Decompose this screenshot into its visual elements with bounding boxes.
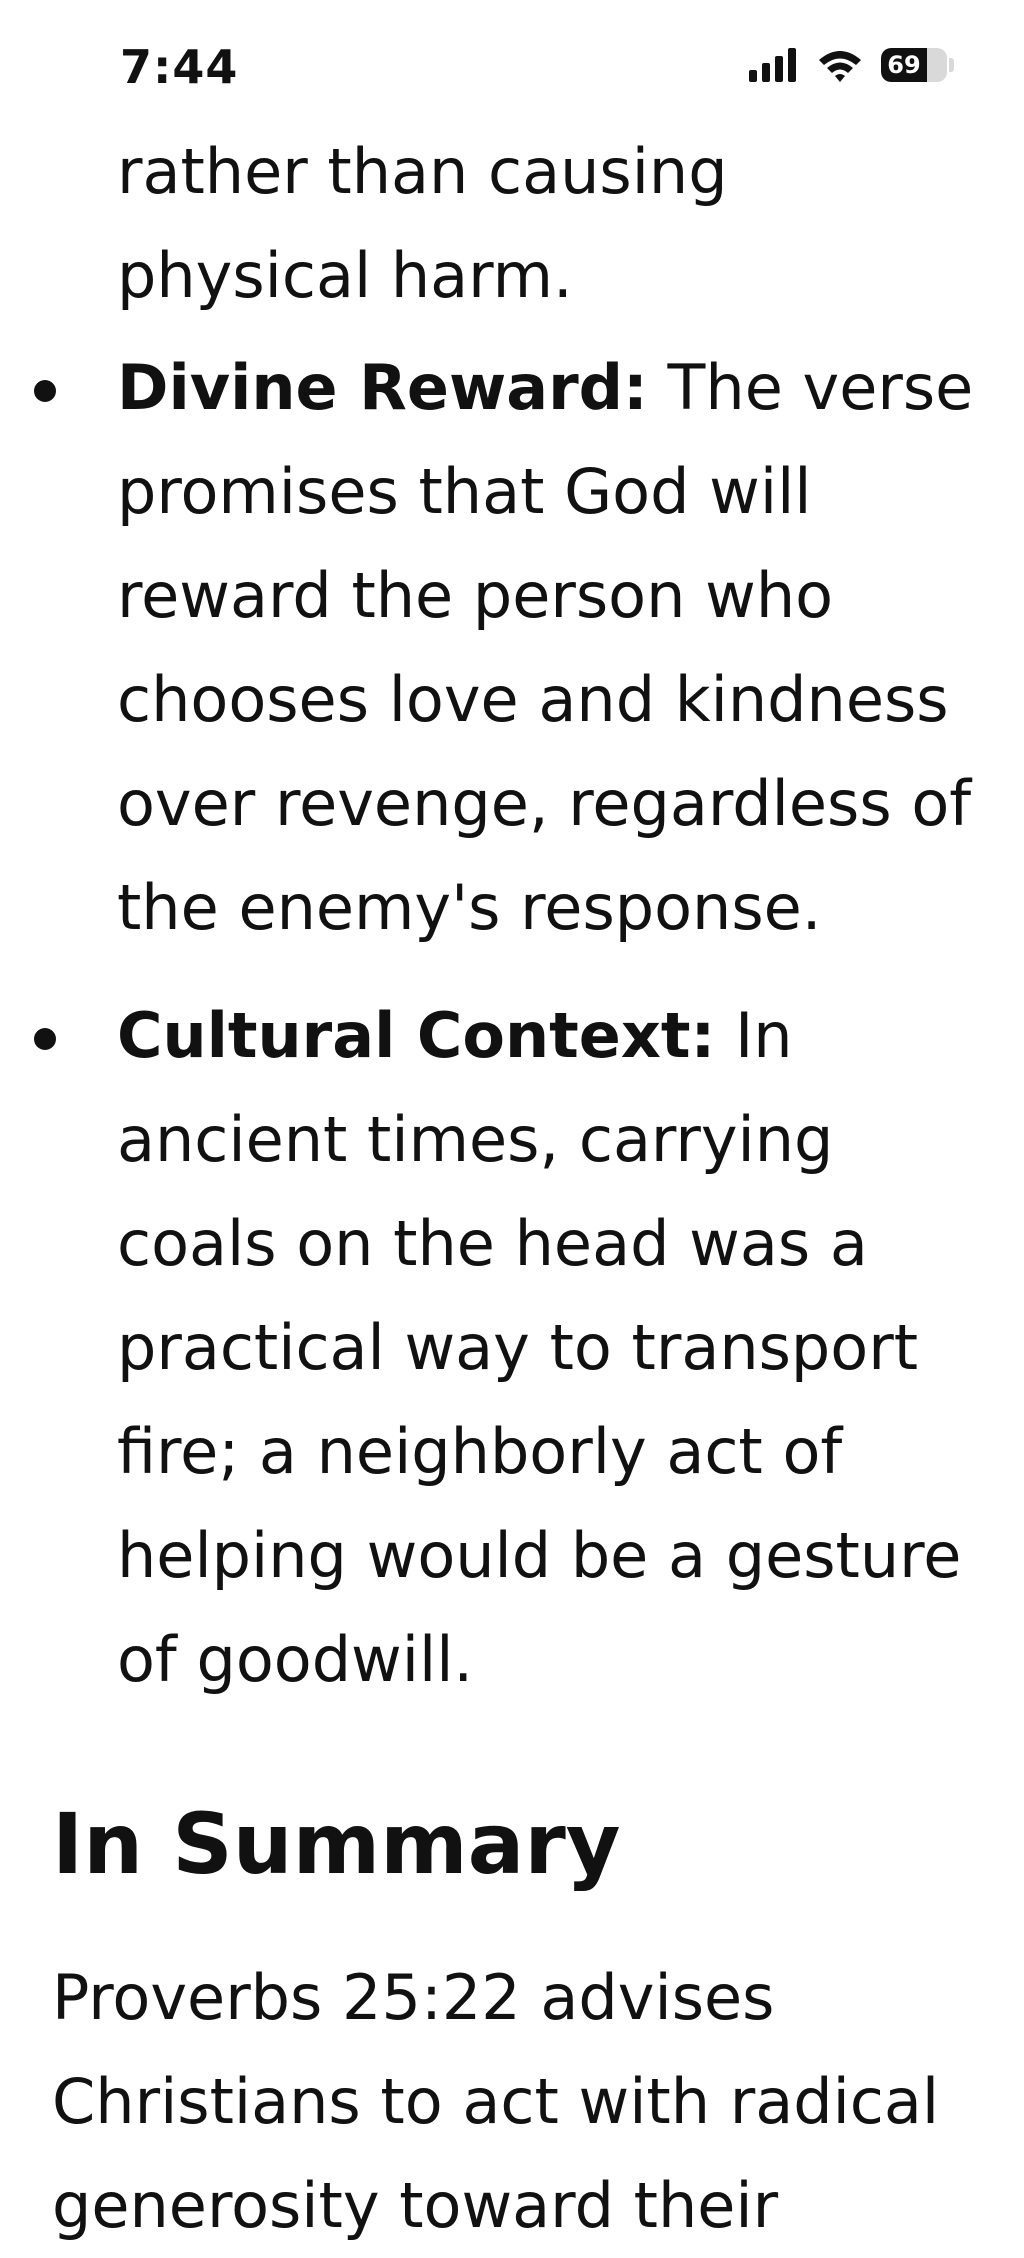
status-bar (0, 0, 1024, 130)
bullet-dot-icon (34, 1028, 56, 1050)
wifi-icon (817, 48, 863, 82)
cellular-signal-icon (749, 48, 799, 82)
article-content (0, 120, 1024, 2258)
bullet-dot-icon (34, 380, 56, 402)
bullet-text: The verse promises that God will reward the person who chooses love and kindness over revenge, regardless of the enemy's response. (117, 351, 974, 944)
section-heading: In Summary (52, 1795, 621, 1893)
bullet-term: Cultural Context: (117, 999, 716, 1072)
list-item (0, 336, 997, 960)
battery-icon (881, 48, 947, 82)
bullet-term: Divine Reward: (117, 351, 648, 424)
battery-level: 69 (887, 51, 921, 79)
bullet-text: In ancient times, carrying coals on the head was a practical way to transport fire; a neighborly act of helping would be a gesture of goodwill. (117, 999, 962, 1696)
summary-paragraph: Proverbs 25:22 advises Christians to act with radical generosity toward their (52, 1961, 940, 2242)
status-time: 7:44 (120, 40, 239, 94)
bullet-list (0, 336, 1024, 1712)
status-icons (749, 48, 954, 82)
list-item (0, 984, 997, 1712)
continued-text: rather than causing physical harm. (117, 135, 728, 312)
battery-nub (949, 58, 954, 72)
